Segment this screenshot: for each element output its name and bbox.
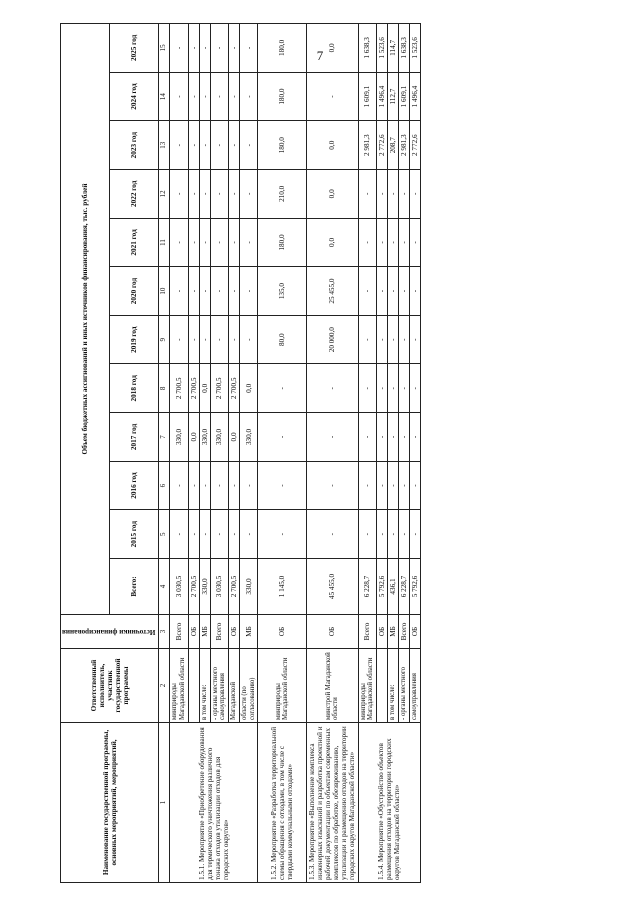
executor: минприроды Магаданской области <box>170 648 188 722</box>
year-value: 180,0 <box>258 218 307 267</box>
year-value: - <box>307 72 358 121</box>
year-value: 0,0 <box>307 169 358 218</box>
executor <box>376 648 387 722</box>
year-value: - <box>376 412 387 461</box>
year-value: 1 496,4 <box>409 72 420 121</box>
year-value: - <box>239 23 257 72</box>
year-value: 2 700,5 <box>170 364 188 413</box>
year-value: - <box>398 461 409 510</box>
funding-source: Всего <box>210 614 228 648</box>
year-value: - <box>199 461 210 510</box>
year-value: - <box>358 218 376 267</box>
year-value: - <box>376 169 387 218</box>
year-value: - <box>376 364 387 413</box>
header-total: Всего: <box>110 558 159 614</box>
year-value: 0,0 <box>307 218 358 267</box>
column-number: 7 <box>159 412 170 461</box>
year-value: 2 700,5 <box>210 364 228 413</box>
header-year: 2024 год <box>110 72 159 121</box>
year-value: 1 638,3 <box>398 23 409 72</box>
header-year: 2019 год <box>110 315 159 364</box>
year-value: - <box>409 315 420 364</box>
year-value: 0,0 <box>188 412 199 461</box>
year-value: 1 523,6 <box>409 23 420 72</box>
measure-name: 1.5.4. Мероприятие «Обустройство объектов размещения отходов на территории городских округов Магаданской области» <box>358 722 420 882</box>
year-value: 114,7 <box>387 23 398 72</box>
year-value: - <box>188 120 199 169</box>
header-funding: Объем бюджетных ассигнований и иных источников финансирования, тыс. рублей <box>61 23 110 614</box>
year-value: 2 700,5 <box>228 364 239 413</box>
year-value: - <box>188 72 199 121</box>
year-value: 208,7 <box>387 120 398 169</box>
year-value: - <box>387 169 398 218</box>
year-value: - <box>376 315 387 364</box>
year-value: 180,0 <box>258 72 307 121</box>
year-value: - <box>228 23 239 72</box>
year-value: - <box>398 412 409 461</box>
year-value: - <box>199 72 210 121</box>
year-value: 0,0 <box>199 364 210 413</box>
year-value: - <box>188 218 199 267</box>
budget-table-body <box>170 23 421 882</box>
year-value: - <box>210 218 228 267</box>
funding-source: МБ <box>239 614 257 648</box>
year-value: - <box>376 218 387 267</box>
year-value: - <box>228 120 239 169</box>
year-value: - <box>409 364 420 413</box>
year-value: 1 609,1 <box>398 72 409 121</box>
year-value: 1 496,4 <box>376 72 387 121</box>
funding-source: ОБ <box>188 614 199 648</box>
header-year: 2015 год <box>110 509 159 558</box>
header-year: 2016 год <box>110 461 159 510</box>
year-value: - <box>398 169 409 218</box>
year-value: - <box>188 509 199 558</box>
column-number: 11 <box>159 218 170 267</box>
year-value: - <box>387 266 398 315</box>
measure-name: 1.5.3. Мероприятие «Выполнение комплекса инженерных изысканий и разработка проектной и рабочей документации по объектам современных комплексов по обработке, обезвреживанию, утилизации и размещению отходов на территории городских округов Магаданской области» <box>307 722 358 882</box>
year-value: - <box>210 509 228 558</box>
year-value: - <box>409 461 420 510</box>
year-value: 1 523,6 <box>376 23 387 72</box>
header-year: 2022 год <box>110 169 159 218</box>
year-value: 2 772,6 <box>409 120 420 169</box>
funding-source: Всего <box>398 614 409 648</box>
year-value: - <box>210 72 228 121</box>
year-value: - <box>170 315 188 364</box>
year-value: - <box>199 169 210 218</box>
page-number: 7 <box>316 48 324 63</box>
total-value: 436,1 <box>387 558 398 614</box>
year-value: - <box>409 509 420 558</box>
year-value: - <box>409 169 420 218</box>
column-number: 10 <box>159 266 170 315</box>
year-value: 0,0 <box>228 412 239 461</box>
year-value: 210,0 <box>258 169 307 218</box>
year-value: - <box>387 218 398 267</box>
column-numbers-row <box>159 23 170 882</box>
header-year: 2021 год <box>110 218 159 267</box>
year-value: - <box>170 218 188 267</box>
table-row <box>307 23 358 882</box>
year-value: - <box>210 120 228 169</box>
header-year: 2023 год <box>110 120 159 169</box>
year-value: 330,0 <box>170 412 188 461</box>
year-value: - <box>199 509 210 558</box>
year-value: - <box>228 461 239 510</box>
column-number: 13 <box>159 120 170 169</box>
year-value: - <box>398 364 409 413</box>
executor: в том числе: <box>199 648 210 722</box>
year-value: - <box>307 461 358 510</box>
total-value: 2 700,5 <box>228 558 239 614</box>
total-value: 6 228,7 <box>358 558 376 614</box>
year-value: - <box>239 266 257 315</box>
year-value: - <box>409 218 420 267</box>
column-number: 8 <box>159 364 170 413</box>
total-value: 6 228,7 <box>398 558 409 614</box>
year-value: - <box>307 412 358 461</box>
year-value: - <box>210 23 228 72</box>
year-value: 330,0 <box>210 412 228 461</box>
year-value: 0,0 <box>307 120 358 169</box>
year-value: - <box>376 461 387 510</box>
year-value: - <box>358 315 376 364</box>
year-value: - <box>376 266 387 315</box>
header-source-label: Источники финансирования <box>62 627 156 636</box>
year-value: - <box>188 461 199 510</box>
column-number: 9 <box>159 315 170 364</box>
executor: в том числе: <box>387 648 398 722</box>
year-value: - <box>199 218 210 267</box>
year-value: 0,0 <box>307 23 358 72</box>
executor: Магаданской <box>228 648 239 722</box>
funding-source: ОБ <box>376 614 387 648</box>
year-value: - <box>358 509 376 558</box>
year-value: - <box>239 218 257 267</box>
year-value: - <box>170 461 188 510</box>
total-value: 330,0 <box>199 558 210 614</box>
year-value: 330,0 <box>199 412 210 461</box>
year-value: - <box>170 23 188 72</box>
header-year: 2017 год <box>110 412 159 461</box>
year-value: - <box>228 315 239 364</box>
year-value: - <box>358 461 376 510</box>
funding-source: ОБ <box>228 614 239 648</box>
year-value: - <box>210 315 228 364</box>
year-value: - <box>199 23 210 72</box>
year-value: 112,7 <box>387 72 398 121</box>
total-value: 45 455,0 <box>307 558 358 614</box>
year-value: - <box>239 461 257 510</box>
year-value: - <box>228 509 239 558</box>
column-number: 14 <box>159 72 170 121</box>
header-name: Наименование государственной программы, основных мероприятий, мероприятий, <box>61 722 159 882</box>
funding-source: ОБ <box>307 614 358 648</box>
year-value: - <box>258 509 307 558</box>
column-number: 4 <box>159 558 170 614</box>
header-year: 2025 год <box>110 23 159 72</box>
year-value: - <box>199 266 210 315</box>
year-value: - <box>307 509 358 558</box>
year-value: - <box>358 266 376 315</box>
budget-table-sheet <box>60 23 580 883</box>
year-value: 25 455,0 <box>307 266 358 315</box>
year-value: - <box>358 364 376 413</box>
funding-source: Всего <box>170 614 188 648</box>
year-value: - <box>398 315 409 364</box>
year-value: - <box>188 169 199 218</box>
year-value: - <box>398 509 409 558</box>
year-value: - <box>210 461 228 510</box>
executor: - органы местного <box>398 648 409 722</box>
year-value: - <box>387 461 398 510</box>
year-value: 20 000,0 <box>307 315 358 364</box>
year-value: 1 609,1 <box>358 72 376 121</box>
executor: минприроды Магаданской области <box>358 648 376 722</box>
measure-name: 1.5.1. Мероприятие «Приобретение оборудования для термического уничтожения различного тонажа отходов утилизации отходов для городских округов» <box>170 722 258 882</box>
year-value: - <box>358 169 376 218</box>
year-value: 2 981,3 <box>358 120 376 169</box>
year-value: 0,0 <box>239 364 257 413</box>
year-value: - <box>210 266 228 315</box>
funding-source: ОБ <box>409 614 420 648</box>
total-value: 1 145,0 <box>258 558 307 614</box>
table-row <box>358 23 376 882</box>
year-value: - <box>188 266 199 315</box>
year-value: 180,0 <box>258 120 307 169</box>
year-value: 2 772,6 <box>376 120 387 169</box>
executor: самоуправления <box>409 648 420 722</box>
year-value: - <box>398 266 409 315</box>
funding-source: Всего <box>358 614 376 648</box>
executor: минприроды Магаданской области <box>258 648 307 722</box>
total-value: 5 792,6 <box>409 558 420 614</box>
year-value: - <box>170 72 188 121</box>
budget-table <box>60 23 421 883</box>
column-number: 12 <box>159 169 170 218</box>
year-value: - <box>188 315 199 364</box>
total-value: 3 030,5 <box>210 558 228 614</box>
year-value: - <box>228 169 239 218</box>
funding-source: МБ <box>387 614 398 648</box>
column-number: 15 <box>159 23 170 72</box>
year-value: - <box>239 169 257 218</box>
year-value: - <box>239 315 257 364</box>
year-value: 2 700,5 <box>188 364 199 413</box>
header-source <box>61 614 159 648</box>
year-value: - <box>199 315 210 364</box>
year-value: - <box>387 509 398 558</box>
year-value: - <box>387 412 398 461</box>
year-value: - <box>387 315 398 364</box>
year-value: 330,0 <box>239 412 257 461</box>
year-value: - <box>228 218 239 267</box>
column-number: 2 <box>159 648 170 722</box>
table-row <box>170 23 188 882</box>
year-value: - <box>210 169 228 218</box>
year-value: 80,0 <box>258 315 307 364</box>
table-row <box>258 23 307 882</box>
year-value: - <box>228 72 239 121</box>
year-value: 135,0 <box>258 266 307 315</box>
column-number: 3 <box>159 614 170 648</box>
total-value: 330,0 <box>239 558 257 614</box>
year-value: 180,0 <box>258 23 307 72</box>
year-value: - <box>307 364 358 413</box>
year-value: - <box>228 266 239 315</box>
executor <box>188 648 199 722</box>
year-value: - <box>239 72 257 121</box>
year-value: - <box>387 364 398 413</box>
year-value: 2 981,3 <box>398 120 409 169</box>
total-value: 3 030,5 <box>170 558 188 614</box>
year-value: - <box>188 23 199 72</box>
year-value: - <box>170 169 188 218</box>
year-value: - <box>170 509 188 558</box>
funding-source: ОБ <box>258 614 307 648</box>
year-value: - <box>358 412 376 461</box>
funding-source: МБ <box>199 614 210 648</box>
year-value: - <box>170 266 188 315</box>
total-value: 5 792,6 <box>376 558 387 614</box>
measure-name: 1.5.2. Мероприятие «Разработка территориальной схемы обращения с отходами, в том числе с твердыми коммунальными отходами» <box>258 722 307 882</box>
column-number: 6 <box>159 461 170 510</box>
year-value: 1 638,3 <box>358 23 376 72</box>
year-value: - <box>239 120 257 169</box>
year-value: - <box>376 509 387 558</box>
executor: минстрой Магаданской области <box>307 648 358 722</box>
total-value: 2 700,5 <box>188 558 199 614</box>
column-number: 5 <box>159 509 170 558</box>
header-executor: Ответственный исполнитель, участник государственной программы <box>61 648 159 722</box>
year-value: - <box>409 412 420 461</box>
year-value: - <box>199 120 210 169</box>
header-year: 2018 год <box>110 364 159 413</box>
year-value: - <box>258 461 307 510</box>
year-value: - <box>398 218 409 267</box>
header-year: 2020 год <box>110 266 159 315</box>
executor: области (по согласованию) <box>239 648 257 722</box>
year-value: - <box>239 509 257 558</box>
executor: - органы местного самоуправления <box>210 648 228 722</box>
year-value: - <box>170 120 188 169</box>
year-value: - <box>258 412 307 461</box>
column-number: 1 <box>159 722 170 882</box>
year-value: - <box>258 364 307 413</box>
year-value: - <box>409 266 420 315</box>
